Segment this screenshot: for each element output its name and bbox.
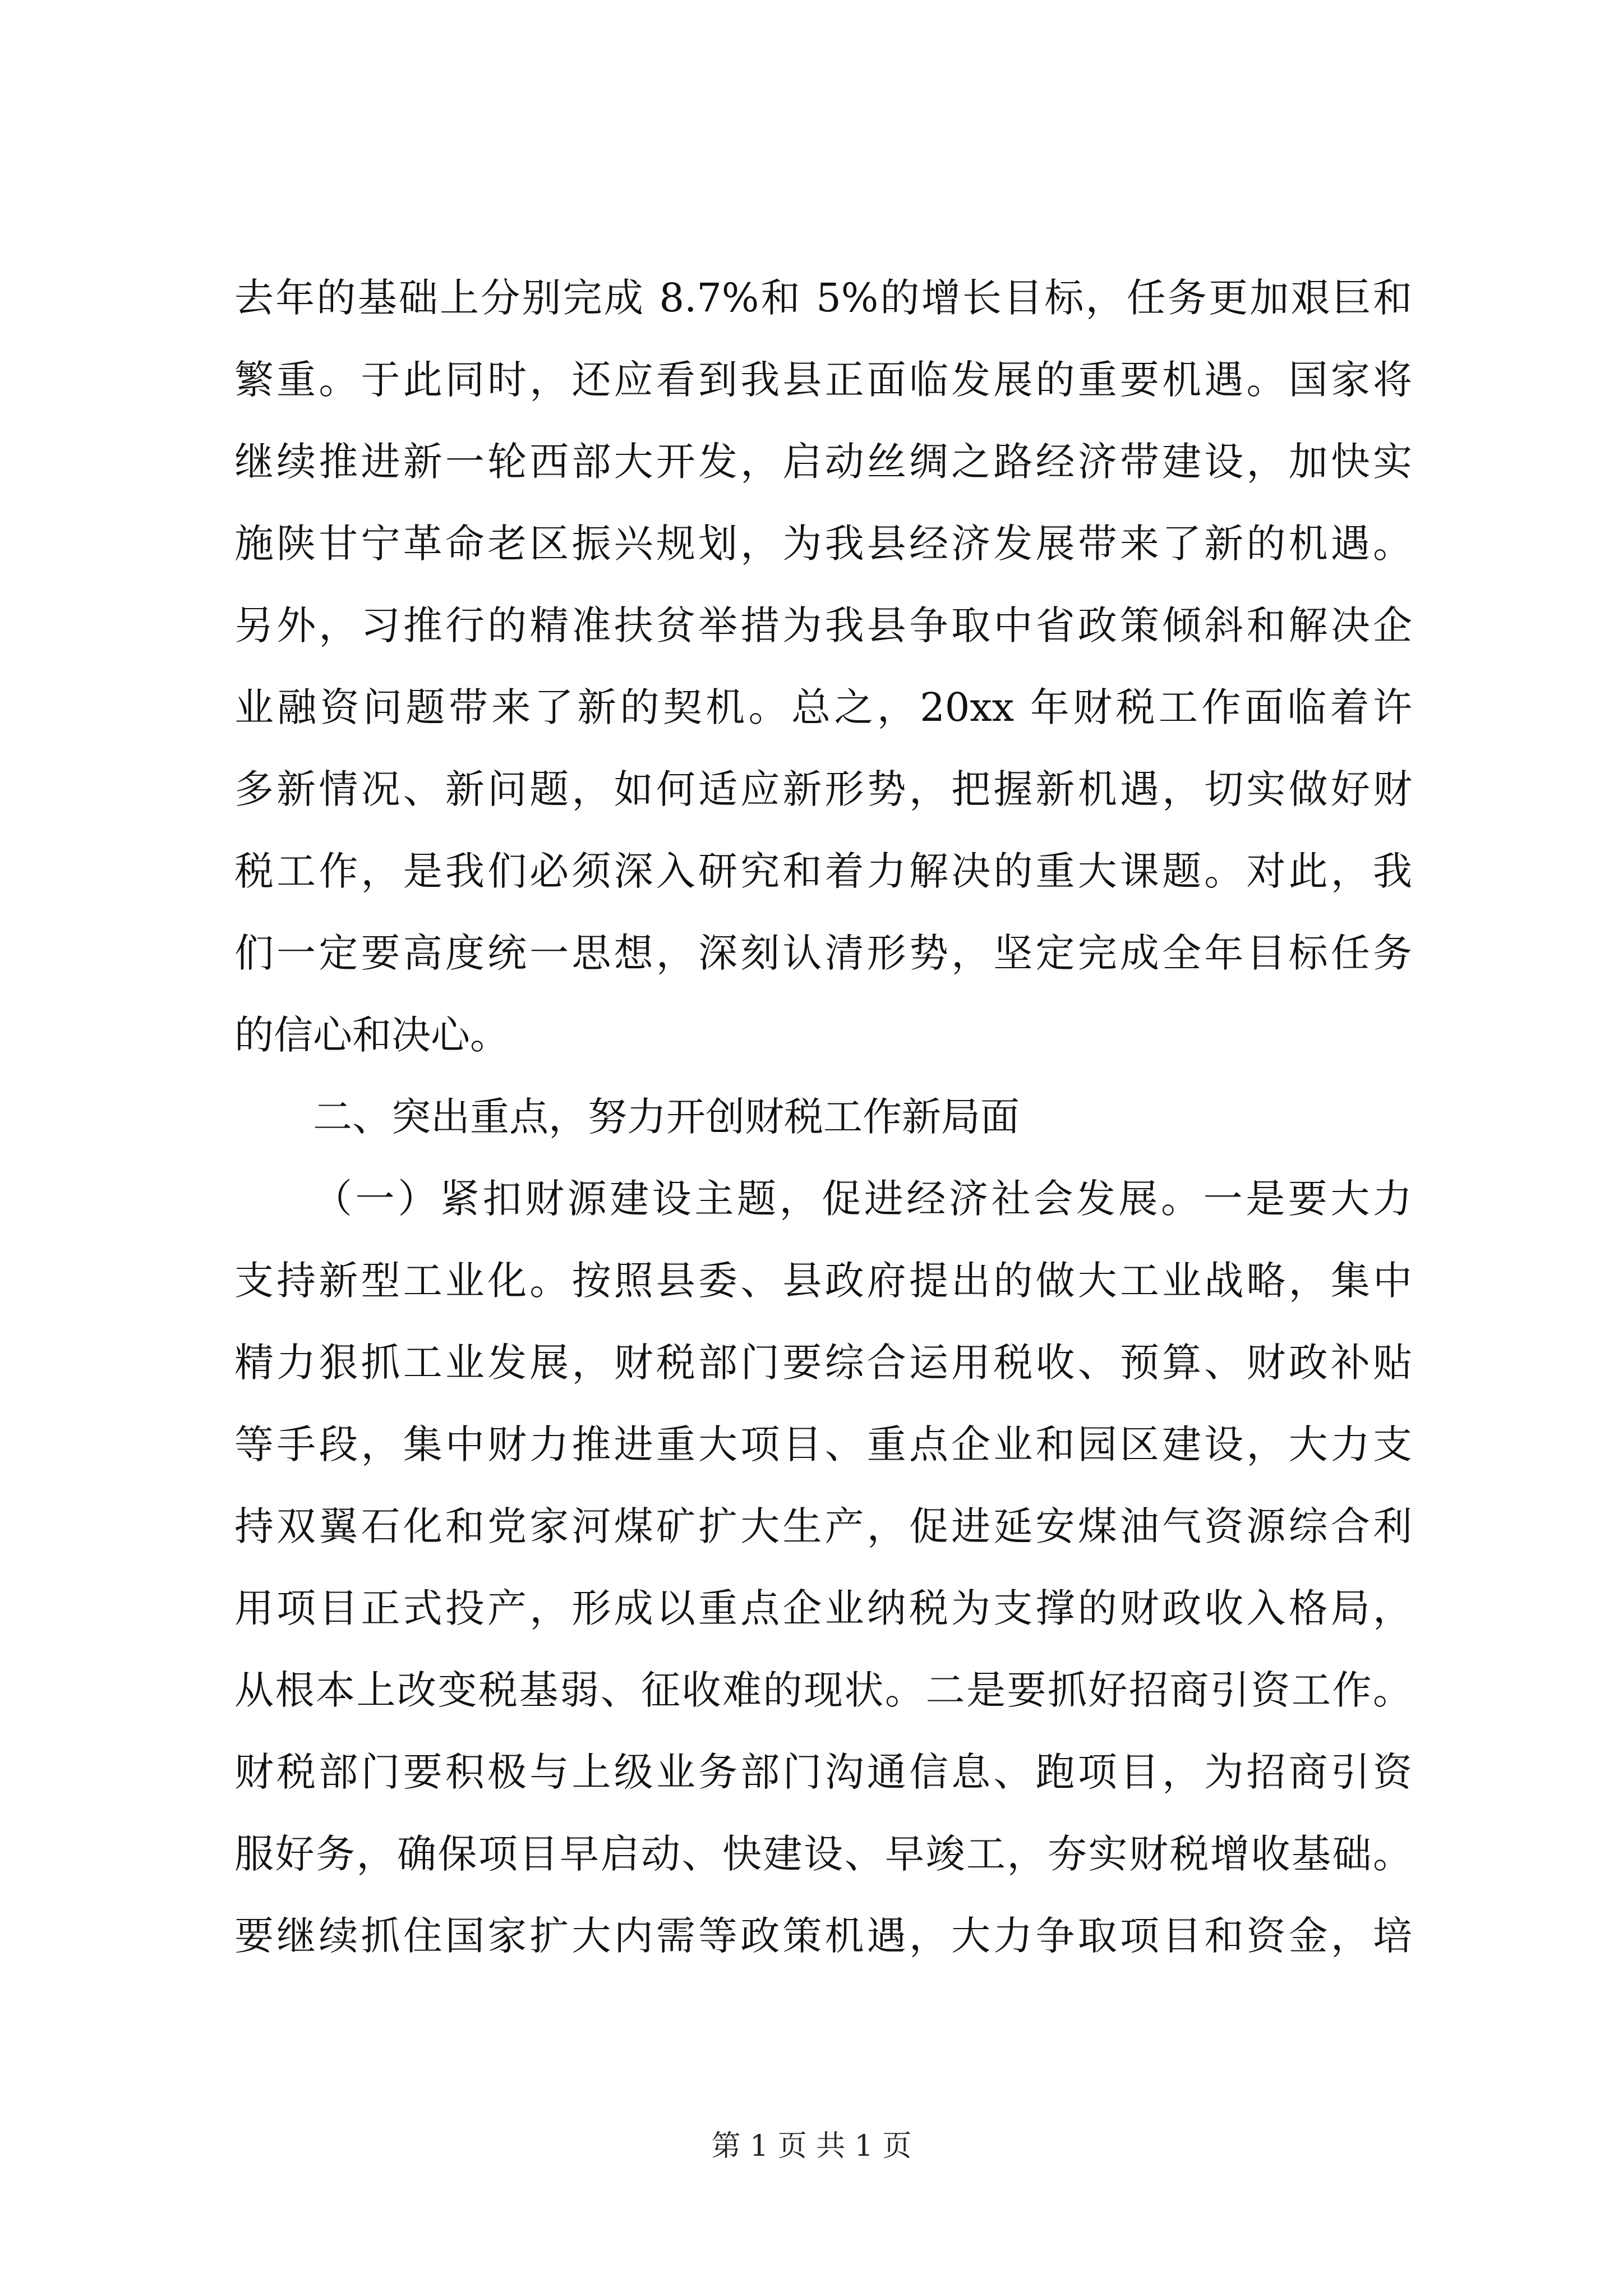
text-line: 去年的基础上分别完成 8.7%和 5%的增长目标，任务更加艰巨和 [234, 275, 1412, 321]
text-line: 从根本上改变税基弱、征收难的现状。二是要抓好招商引资工作。 [234, 1667, 1412, 1713]
text-line: 继续推进新一轮西部大开发，启动丝绸之路经济带建设，加快实 [234, 439, 1412, 485]
section-heading: 二、突出重点，努力开创财税工作新局面 [313, 1094, 1020, 1140]
text-line: 另外，习推行的精准扶贫举措为我县争取中省政策倾斜和解决企 [234, 602, 1412, 648]
paragraph-first-line: （一）紧扣财源建设主题，促进经济社会发展。一是要大力 [313, 1176, 1412, 1222]
text-line: 税工作，是我们必须深入研究和着力解决的重大课题。对此，我 [234, 848, 1412, 894]
text-line: 支持新型工业化。按照县委、县政府提出的做大工业战略，集中 [234, 1258, 1412, 1304]
page-number-footer: 第 1 页 共 1 页 [711, 2129, 912, 2163]
text-line: 业融资问题带来了新的契机。总之，20xx 年财税工作面临着许 [234, 684, 1412, 730]
text-line: 服好务，确保项目早启动、快建设、早竣工，夯实财税增收基础。 [234, 1831, 1412, 1877]
text-line: 等手段，集中财力推进重大项目、重点企业和园区建设，大力支 [234, 1421, 1412, 1467]
text-line: 要继续抓住国家扩大内需等政策机遇，大力争取项目和资金，培 [234, 1913, 1412, 1959]
text-line: 多新情况、新问题，如何适应新形势，把握新机遇，切实做好财 [234, 766, 1412, 812]
text-line: 持双翼石化和党家河煤矿扩大生产，促进延安煤油气资源综合利 [234, 1503, 1412, 1549]
text-line: 财税部门要积极与上级业务部门沟通信息、跑项目，为招商引资 [234, 1749, 1412, 1795]
text-line: 用项目正式投产，形成以重点企业纳税为支撑的财政收入格局， [234, 1585, 1412, 1631]
text-line: 的信心和决心。 [234, 1012, 509, 1058]
text-line: 精力狠抓工业发展，财税部门要综合运用税收、预算、财政补贴 [234, 1340, 1412, 1386]
text-line: 繁重。于此同时，还应看到我县正面临发展的重要机遇。国家将 [234, 357, 1412, 403]
text-line: 施陕甘宁革命老区振兴规划，为我县经济发展带来了新的机遇。 [234, 521, 1412, 567]
text-line: 们一定要高度统一思想，深刻认清形势，坚定完成全年目标任务 [234, 930, 1412, 976]
